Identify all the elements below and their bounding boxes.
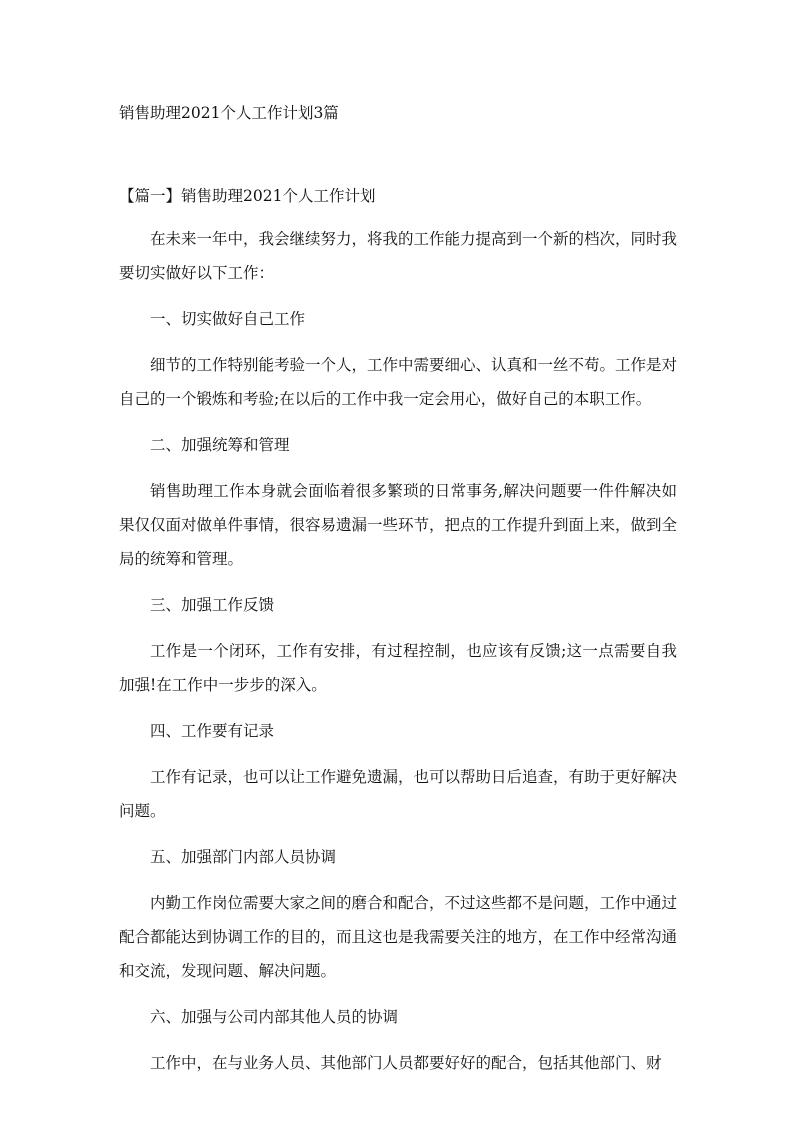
heading-6: 六、加强与公司内部其他人员的协调 (150, 1008, 399, 1026)
paragraph-1: 细节的工作特别能考验一个人，工作中需要细心、认真和一丝不苟。工作是对自己的一个锻炼和考验;在以后的工作中我一定会用心，做好自己的本职工作。 (119, 356, 678, 408)
heading-4: 四、工作要有记录 (150, 722, 275, 740)
heading-5: 五、加强部门内部人员协调 (150, 848, 337, 866)
paragraph-5: 内勤工作岗位需要大家之间的磨合和配合，不过这些都不是问题，工作中通过配合都能达到协调工作的目的，而且这也是我需要关注的地方，在工作中经常沟通和交流，发现问题、解决问题。 (119, 894, 678, 980)
section-title: 【篇一】销售助理2021个人工作计划 (119, 187, 376, 205)
document-title: 销售助理2021个人工作计划3篇 (119, 104, 339, 122)
heading-3: 三、加强工作反馈 (150, 596, 275, 614)
paragraph-2: 销售助理工作本身就会面临着很多繁琐的日常事务,解决问题要一件件解决如果仅仅面对做单件事情，很容易遗漏一些环节，把点的工作提升到面上来，做到全局的统筹和管理。 (119, 482, 678, 568)
paragraph-3: 工作是一个闭环，工作有安排，有过程控制，也应该有反馈;这一点需要自我加强!在工作中一步步的深入。 (119, 642, 677, 694)
paragraph-6: 工作中，在与业务人员、其他部门人员都要好好的配合，包括其他部门、财 (150, 1054, 662, 1072)
paragraph-4: 工作有记录，也可以让工作避免遗漏，也可以帮助日后追查，有助于更好解决问题。 (119, 768, 678, 820)
heading-1: 一、切实做好自己工作 (150, 310, 306, 328)
document-body (119, 222, 677, 1092)
paragraph-intro: 在未来一年中，我会继续努力，将我的工作能力提高到一个新的档次，同时我要切实做好以下工作： (119, 230, 678, 282)
heading-2: 二、加强统筹和管理 (150, 436, 290, 454)
